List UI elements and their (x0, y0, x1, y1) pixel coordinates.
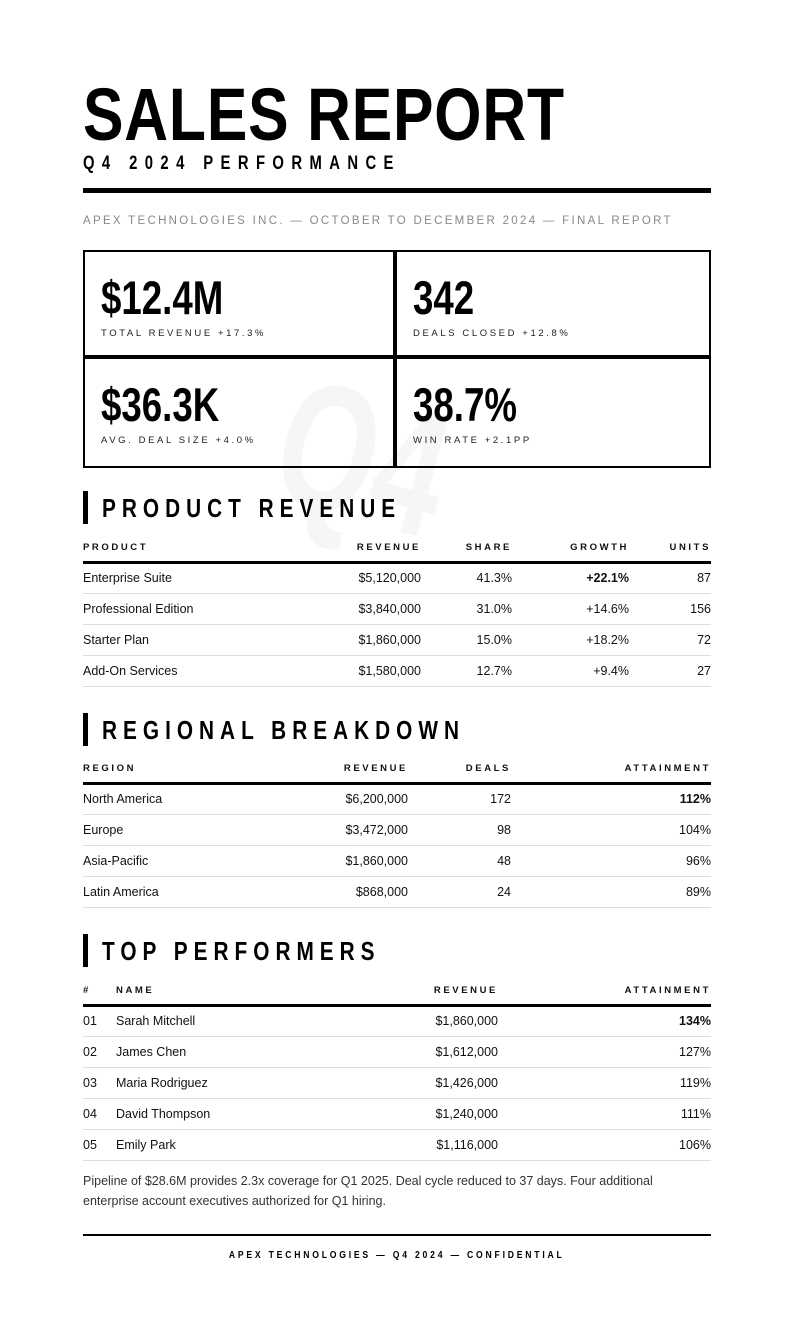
cell-deals: 98 (408, 814, 511, 845)
cell-name: Emily Park (116, 1129, 316, 1160)
cell-units: 27 (629, 655, 711, 686)
cell-deals: 48 (408, 845, 511, 876)
cell-units: 72 (629, 624, 711, 655)
section-title: PRODUCT REVENUE (102, 493, 402, 523)
table-row (83, 814, 711, 845)
cell-deals: 24 (408, 876, 511, 907)
cell-revenue: $6,200,000 (303, 783, 408, 814)
table-row (83, 655, 711, 686)
cell-attainment: 106% (498, 1129, 711, 1160)
cell-region: Asia-Pacific (83, 845, 303, 876)
product-revenue-table (83, 534, 711, 687)
section-header (83, 713, 711, 749)
section-header (83, 934, 711, 970)
summary-note: Pipeline of $28.6M provides 2.3x coverage for Q1 2025. Deal cycle reduced to 37 days. Four additional enterprise account executives authorized for Q1 hiring. (83, 1174, 653, 1208)
cell-growth: +18.2% (512, 624, 629, 655)
cell-share: 12.7% (421, 655, 512, 686)
table-row (83, 1005, 711, 1036)
cell-product: Starter Plan (83, 624, 333, 655)
page-title: SALES REPORT (83, 73, 565, 156)
table-row (83, 1036, 711, 1067)
footer-divider (83, 1234, 711, 1236)
cell-attainment: 112% (511, 783, 711, 814)
cell-units: 87 (629, 562, 711, 593)
table-row (83, 1098, 711, 1129)
top-performers-table (83, 977, 711, 1161)
cell-name: Sarah Mitchell (116, 1005, 316, 1036)
kpi-total-revenue (85, 252, 397, 359)
kpi-value: 342 (413, 271, 475, 324)
section-accent-bar (83, 934, 88, 967)
column-header-rank: # (83, 977, 116, 1005)
section-title: TOP PERFORMERS (102, 936, 381, 966)
cell-name: David Thompson (116, 1098, 316, 1129)
cell-revenue: $1,860,000 (303, 845, 408, 876)
cell-name: James Chen (116, 1036, 316, 1067)
section-accent-bar (83, 713, 88, 746)
kpi-grid (83, 250, 711, 468)
table-row (83, 624, 711, 655)
column-header-product: PRODUCT (83, 534, 333, 562)
table-row (83, 562, 711, 593)
cell-growth: +22.1% (512, 562, 629, 593)
kpi-label: TOTAL REVENUE +17.3% (101, 328, 267, 339)
cell-revenue: $868,000 (303, 876, 408, 907)
cell-rank: 01 (83, 1005, 116, 1036)
cell-attainment: 134% (498, 1005, 711, 1036)
cell-share: 15.0% (421, 624, 512, 655)
section-header (83, 491, 711, 527)
cell-share: 31.0% (421, 593, 512, 624)
table-row (83, 1129, 711, 1160)
kpi-deals-closed (397, 252, 709, 359)
cell-units: 156 (629, 593, 711, 624)
cell-product: Add-On Services (83, 655, 333, 686)
cell-rank: 03 (83, 1067, 116, 1098)
cell-growth: +14.6% (512, 593, 629, 624)
cell-region: Latin America (83, 876, 303, 907)
cell-name: Maria Rodriguez (116, 1067, 316, 1098)
kpi-win-rate (397, 359, 709, 466)
kpi-value: $36.3K (101, 378, 220, 431)
table-row (83, 845, 711, 876)
cell-region: North America (83, 783, 303, 814)
cell-region: Europe (83, 814, 303, 845)
cell-deals: 172 (408, 783, 511, 814)
cell-revenue: $1,240,000 (316, 1098, 498, 1129)
cell-revenue: $1,116,000 (316, 1129, 498, 1160)
table-header-row (83, 755, 711, 783)
table-header-row (83, 977, 711, 1005)
column-header-attainment: ATTAINMENT (511, 755, 711, 783)
table-row (83, 1067, 711, 1098)
table-row (83, 876, 711, 907)
column-header-region: REGION (83, 755, 303, 783)
kpi-label: AVG. DEAL SIZE +4.0% (101, 435, 256, 446)
cell-product: Enterprise Suite (83, 562, 333, 593)
cell-share: 41.3% (421, 562, 512, 593)
table-row (83, 783, 711, 814)
column-header-growth: GROWTH (512, 534, 629, 562)
report-meta: APEX TECHNOLOGIES INC. — OCTOBER TO DECEMBER 2024 — FINAL REPORT (83, 215, 673, 227)
kpi-value: 38.7% (413, 378, 517, 431)
cell-revenue: $5,120,000 (333, 562, 421, 593)
cell-revenue: $1,612,000 (316, 1036, 498, 1067)
cell-attainment: 119% (498, 1067, 711, 1098)
cell-revenue: $3,840,000 (333, 593, 421, 624)
cell-revenue: $3,472,000 (303, 814, 408, 845)
top-performers-section (83, 934, 711, 1161)
header-divider (83, 188, 711, 193)
cell-growth: +9.4% (512, 655, 629, 686)
page-subtitle: Q4 2024 PERFORMANCE (83, 153, 401, 174)
column-header-revenue: REVENUE (316, 977, 498, 1005)
column-header-units: UNITS (629, 534, 711, 562)
cell-rank: 04 (83, 1098, 116, 1129)
kpi-value: $12.4M (101, 271, 224, 324)
regional-breakdown-table (83, 755, 711, 908)
cell-revenue: $1,860,000 (316, 1005, 498, 1036)
cell-attainment: 96% (511, 845, 711, 876)
column-header-name: NAME (116, 977, 316, 1005)
cell-rank: 02 (83, 1036, 116, 1067)
cell-attainment: 127% (498, 1036, 711, 1067)
section-title: REGIONAL BREAKDOWN (102, 715, 465, 745)
cell-revenue: $1,426,000 (316, 1067, 498, 1098)
cell-product: Professional Edition (83, 593, 333, 624)
footer (83, 1245, 711, 1263)
cell-revenue: $1,860,000 (333, 624, 421, 655)
regional-breakdown-section (83, 713, 711, 908)
cell-rank: 05 (83, 1129, 116, 1160)
cell-attainment: 111% (498, 1098, 711, 1129)
footer-text: APEX TECHNOLOGIES — Q4 2024 — CONFIDENTIAL (229, 1249, 565, 1261)
kpi-label: DEALS CLOSED +12.8% (413, 328, 571, 339)
section-accent-bar (83, 491, 88, 524)
cell-attainment: 89% (511, 876, 711, 907)
column-header-attainment: ATTAINMENT (498, 977, 711, 1005)
column-header-revenue: REVENUE (333, 534, 421, 562)
product-revenue-section (83, 491, 711, 687)
kpi-avg-deal-size (85, 359, 397, 466)
kpi-label: WIN RATE +2.1PP (413, 435, 532, 446)
cell-attainment: 104% (511, 814, 711, 845)
column-header-revenue: REVENUE (303, 755, 408, 783)
table-header-row (83, 534, 711, 562)
cell-revenue: $1,580,000 (333, 655, 421, 686)
column-header-share: SHARE (421, 534, 512, 562)
column-header-deals: DEALS (408, 755, 511, 783)
table-row (83, 593, 711, 624)
